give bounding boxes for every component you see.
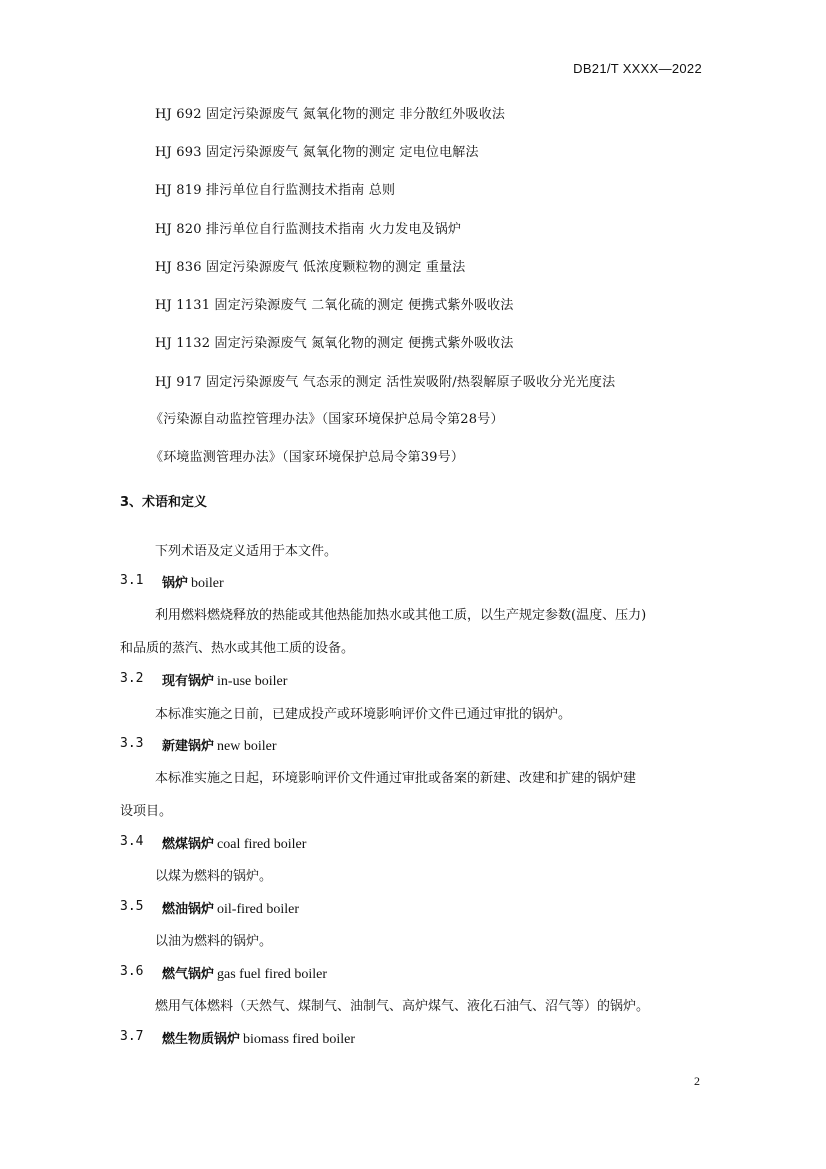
term-definition-line: 以油为燃料的锅炉。 bbox=[155, 934, 273, 949]
term-en: gas fuel fired boiler bbox=[217, 967, 328, 982]
term-number: 3.3 bbox=[120, 736, 144, 751]
term-en: oil-fired boiler bbox=[217, 902, 300, 917]
term-definition-line: 燃用气体燃料（天然气、煤制气、油制气、高炉煤气、液化石油气、沼气等）的锅炉。 bbox=[155, 999, 650, 1014]
term-en: coal fired boiler bbox=[217, 837, 307, 852]
reference-item: 《环境监测管理办法》（国家环境保护总局令第39号） bbox=[150, 450, 465, 465]
term-definition-line: 本标准实施之日前，已建成投产或环境影响评价文件已通过审批的锅炉。 bbox=[155, 707, 572, 722]
term-cn: 燃生物质锅炉 bbox=[162, 1032, 241, 1047]
term-number: 3.4 bbox=[120, 834, 144, 849]
term-number: 3.1 bbox=[120, 573, 144, 588]
reference-item: HJ 693 固定污染源废气 氮氧化物的测定 定电位电解法 bbox=[155, 145, 479, 160]
section-intro: 下列术语及定义适用于本文件。 bbox=[155, 544, 338, 559]
term-number: 3.5 bbox=[120, 899, 144, 914]
reference-item: HJ 836 固定污染源废气 低浓度颗粒物的测定 重量法 bbox=[155, 260, 466, 275]
term-cn: 燃油锅炉 bbox=[162, 902, 215, 917]
reference-item: HJ 692 固定污染源废气 氮氧化物的测定 非分散红外吸收法 bbox=[155, 107, 506, 122]
term-en: in-use boiler bbox=[217, 674, 288, 689]
reference-item: HJ 1131 固定污染源废气 二氧化硫的测定 便携式紫外吸收法 bbox=[155, 298, 514, 313]
term-heading bbox=[162, 572, 224, 592]
term-en: biomass fired boiler bbox=[243, 1032, 355, 1047]
term-heading bbox=[162, 735, 277, 755]
term-cn: 燃煤锅炉 bbox=[162, 837, 215, 852]
page-number: 2 bbox=[694, 1074, 700, 1088]
term-cn: 新建锅炉 bbox=[162, 739, 215, 754]
term-heading bbox=[162, 963, 327, 983]
reference-item: HJ 917 固定污染源废气 气态汞的测定 活性炭吸附/热裂解原子吸收分光光度法 bbox=[155, 375, 616, 390]
section-title: 3、术语和定义 bbox=[120, 495, 208, 510]
term-number: 3.7 bbox=[120, 1029, 144, 1044]
reference-item: HJ 1132 固定污染源废气 氮氧化物的测定 便携式紫外吸收法 bbox=[155, 336, 514, 351]
document-code-header: DB21/T XXXX—2022 bbox=[573, 61, 702, 76]
term-heading bbox=[162, 898, 299, 918]
term-en: boiler bbox=[191, 576, 224, 591]
term-cn: 燃气锅炉 bbox=[162, 967, 215, 982]
reference-item: 《污染源自动监控管理办法》（国家环境保护总局令第28号） bbox=[150, 412, 504, 427]
term-definition-line: 和品质的蒸汽、热水或其他工质的设备。 bbox=[120, 641, 355, 656]
term-cn: 现有锅炉 bbox=[162, 674, 215, 689]
term-number: 3.6 bbox=[120, 964, 144, 979]
term-heading bbox=[162, 670, 287, 690]
term-heading bbox=[162, 1028, 355, 1048]
reference-item: HJ 819 排污单位自行监测技术指南 总则 bbox=[155, 183, 396, 198]
term-definition-line: 以煤为燃料的锅炉。 bbox=[155, 869, 273, 884]
reference-item: HJ 820 排污单位自行监测技术指南 火力发电及锅炉 bbox=[155, 222, 462, 237]
term-definition-line: 利用燃料燃烧释放的热能或其他热能加热水或其他工质，以生产规定参数(温度、压力) bbox=[155, 608, 647, 623]
term-number: 3.2 bbox=[120, 671, 144, 686]
term-definition-line: 设项目。 bbox=[120, 804, 173, 819]
term-en: new boiler bbox=[217, 739, 277, 754]
term-cn: 锅炉 bbox=[162, 576, 189, 591]
term-heading bbox=[162, 833, 306, 853]
term-definition-line: 本标准实施之日起，环境影响评价文件通过审批或备案的新建、改建和扩建的锅炉建 bbox=[155, 771, 637, 786]
